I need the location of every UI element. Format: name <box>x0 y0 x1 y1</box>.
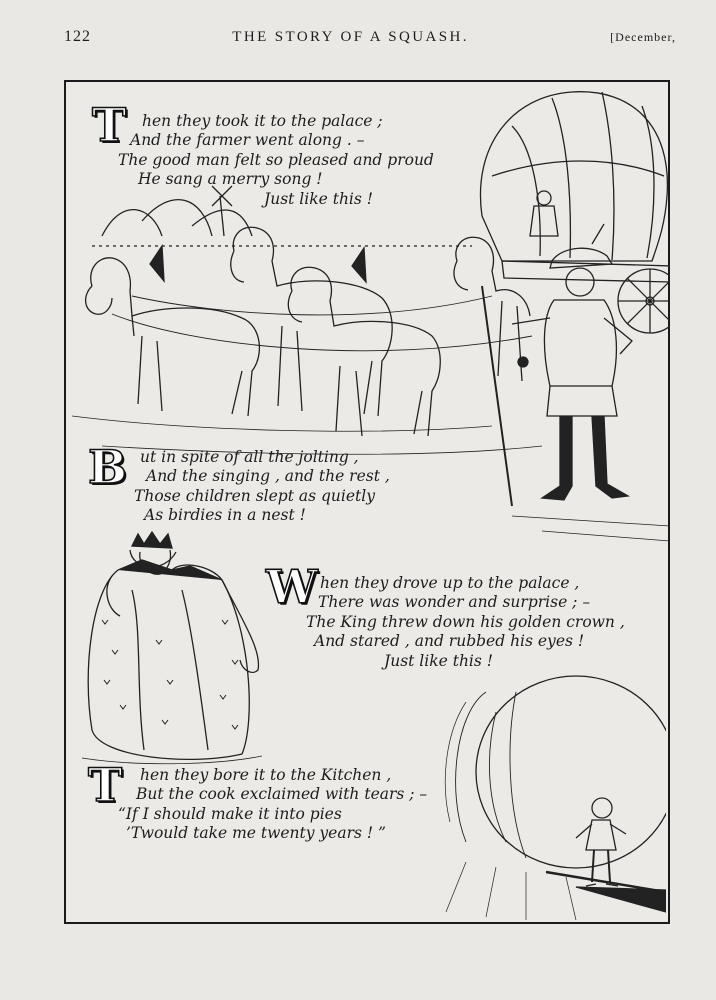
running-title: THE STORY OF A SQUASH. <box>232 29 469 45</box>
stanza-1-line-4: He sang a merry song ! <box>138 170 323 189</box>
drop-cap-1: T <box>92 98 127 152</box>
stanza-1-line-3: The good man felt so pleased and proud <box>118 150 434 169</box>
stanza-3-line-2: There was wonder and surprise ; – <box>318 593 591 612</box>
page-header <box>64 28 676 52</box>
illustration-frame <box>64 80 670 924</box>
drop-cap-3: W <box>266 560 318 614</box>
stanza-1-line-1: hen they took it to the palace ; <box>142 112 383 130</box>
drop-cap-2: B <box>88 440 127 494</box>
page-number: 122 <box>64 28 91 45</box>
stanza-2-line-4: As birdies in a nest ! <box>144 506 306 525</box>
stanza-3 <box>296 574 625 671</box>
stanza-3-line-5: Just like this ! <box>384 651 493 670</box>
giant-squash-illustration <box>426 672 666 922</box>
drop-cap-4: T <box>88 758 123 812</box>
stanza-3-line-4: And stared , and rubbed his eyes ! <box>314 632 585 651</box>
stanza-4-line-2: But the cook exclaimed with tears ; – <box>136 785 428 804</box>
stanza-4-line-4: ’Twould take me twenty years ! ” <box>126 824 386 843</box>
stanza-2-line-3: Those children slept as quietly <box>134 486 375 505</box>
stanza-2 <box>116 448 390 526</box>
stanza-3-line-1: hen they drove up to the palace , <box>320 574 580 592</box>
stanza-4-line-3: “If I should make it into pies <box>118 804 342 823</box>
stanza-3-line-3: The King threw down his golden crown , <box>306 612 625 631</box>
stanza-1-line-5: Just like this ! <box>264 189 373 208</box>
king-illustration <box>72 530 272 770</box>
stanza-2-line-1: ut in spite of all the jolting , <box>140 448 359 466</box>
stanza-4 <box>116 766 427 844</box>
stanza-2-line-2: And the singing , and the rest , <box>146 467 390 486</box>
stanza-1-line-2: And the farmer went along . – <box>130 131 365 150</box>
stanza-4-line-1: hen they bore it to the Kitchen , <box>140 766 392 784</box>
header-month: [December, <box>610 30 676 44</box>
stanza-1 <box>118 112 434 209</box>
